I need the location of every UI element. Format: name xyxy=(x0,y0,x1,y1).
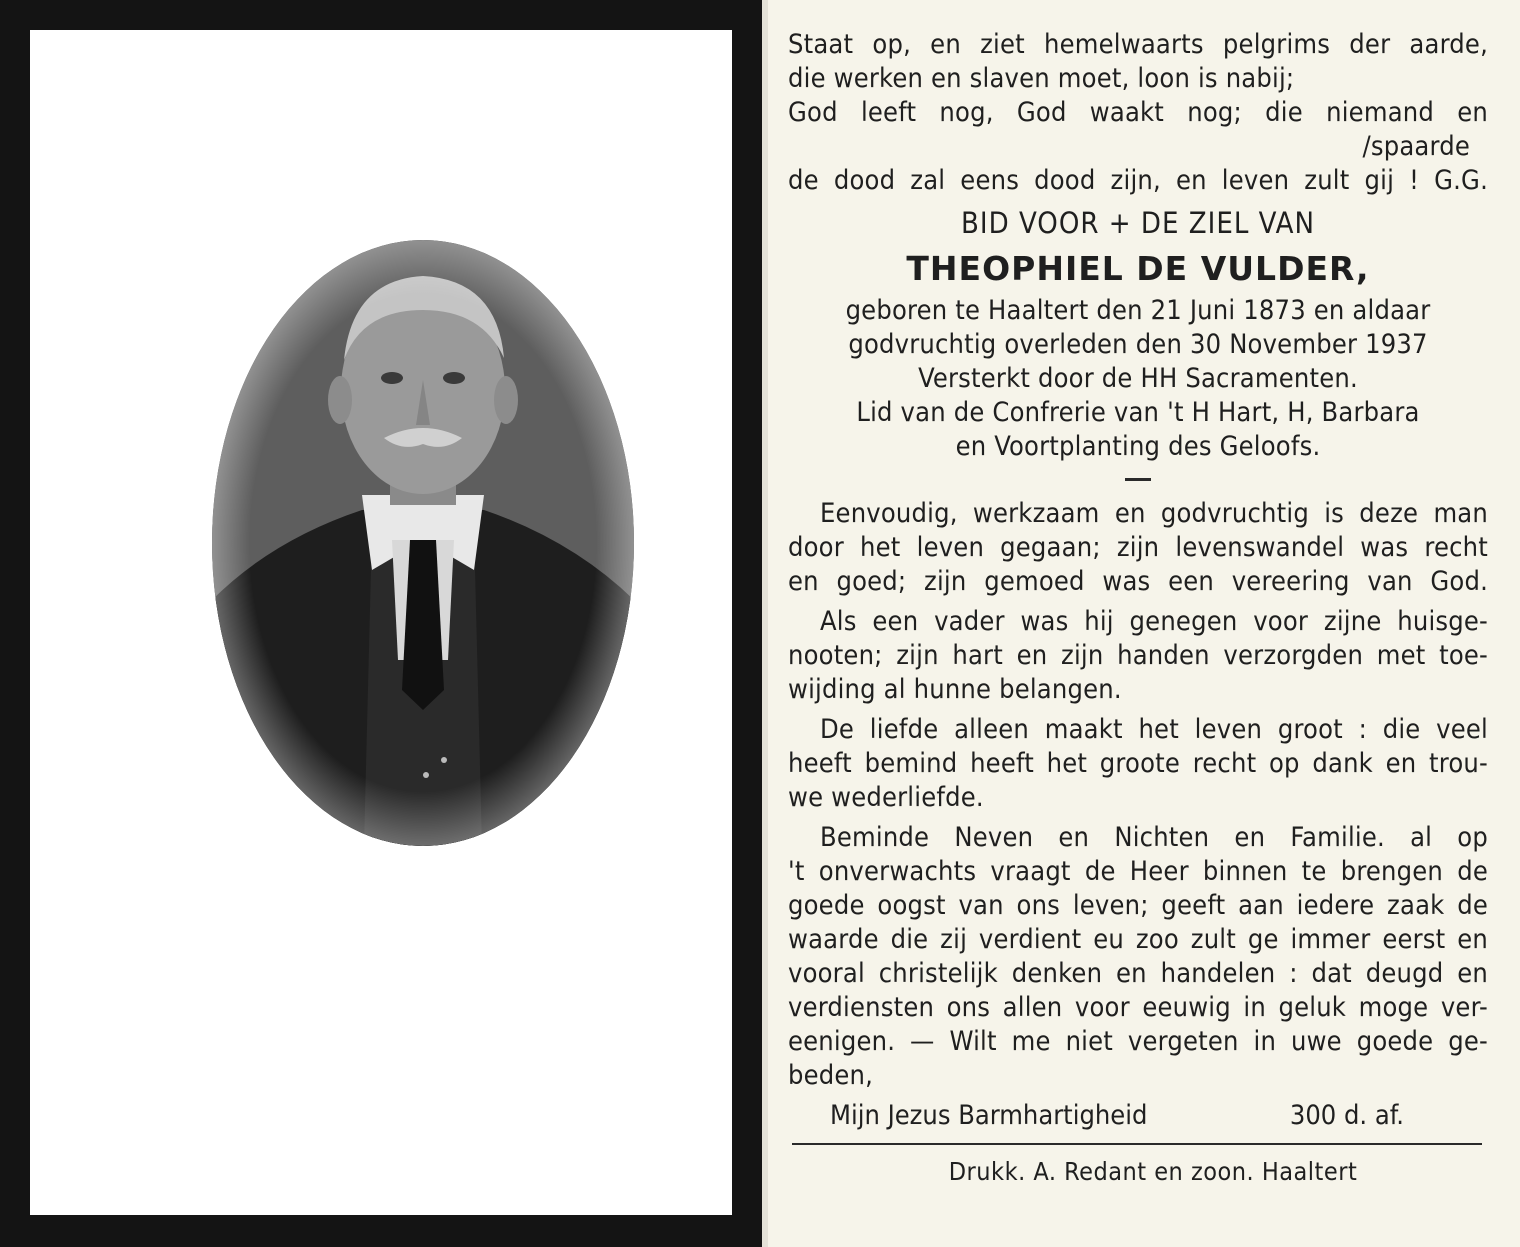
paragraph xyxy=(788,821,1488,1093)
footer-rule xyxy=(792,1143,1482,1145)
portrait-photo xyxy=(212,240,634,846)
deceased-name: THEOPHIEL DE VULDER, xyxy=(906,249,1370,288)
tribute-paragraphs xyxy=(788,497,1488,1093)
membership-line-2: en Voortplanting des Geloofs. xyxy=(955,431,1321,462)
paragraph-line: waarde die zij verdient eu zoo zult ge immer eerst en xyxy=(788,924,1488,955)
paragraph xyxy=(788,713,1488,815)
paragraph-line: en goed; zijn gemoed was een vereering van God. xyxy=(788,566,1488,597)
paragraph-line: wijding al hunne belangen. xyxy=(788,674,1122,705)
membership-line-1: Lid van de Confrerie van 't H Hart, H, Barbara xyxy=(856,397,1420,428)
paragraph-line: De liefde alleen maakt het leven groot : die veel xyxy=(820,714,1488,745)
printer-imprint: Drukk. A. Redant en zoon. Haaltert xyxy=(948,1157,1358,1186)
paragraph-line: door het leven gegaan; zijn levenswandel was recht xyxy=(788,532,1488,563)
birth-line: geboren te Haaltert den 21 Juni 1873 en aldaar xyxy=(845,295,1431,326)
death-line: godvruchtig overleden den 30 November 1937 xyxy=(848,329,1428,360)
text-block xyxy=(788,28,1488,1189)
paragraph-line: Beminde Neven en Nichten en Familie. al op xyxy=(820,822,1488,853)
paragraph-line: vooral christelijk denken en handelen : dat deugd en xyxy=(788,958,1488,989)
paragraph xyxy=(788,497,1488,599)
prayer-heading: BID VOOR + DE ZIEL VAN xyxy=(961,206,1315,240)
poem-line-4: /spaarde xyxy=(1362,131,1470,162)
poem-line-3: God leeft nog, God waakt nog; die niemand en xyxy=(788,97,1488,128)
paragraph-line: verdiensten ons allen voor eeuwig in geluk moge ver- xyxy=(788,992,1488,1023)
paragraph-line: Als een vader was hij genegen voor zijne huisge- xyxy=(820,606,1488,637)
indulgence-prayer: Mijn Jezus Barmhartigheid xyxy=(830,1100,1148,1131)
paragraph-line: 't onverwachts vraagt de Heer binnen te brengen de xyxy=(788,856,1488,887)
text-card xyxy=(762,0,1520,1247)
portrait-vignette xyxy=(212,240,634,846)
indulgence-days: 300 d. af. xyxy=(1289,1100,1404,1131)
paragraph-line: Eenvoudig, werkzaam en godvruchtig is deze man xyxy=(820,498,1488,529)
poem-line-5: de dood zal eens dood zijn, en leven zult gij ! G.G. xyxy=(788,165,1488,196)
biography-details xyxy=(788,294,1488,464)
paragraph-line: nooten; zijn hart en zijn handen verzorgden met toe- xyxy=(788,640,1488,671)
poem-line-2: die werken en slaven moet, loon is nabij; xyxy=(788,63,1295,94)
photo-mat xyxy=(30,30,732,1215)
paragraph-line: beden, xyxy=(788,1060,874,1091)
poem-line-1: Staat op, en ziet hemelwaarts pelgrims der aarde, xyxy=(788,29,1488,60)
sacraments-line: Versterkt door de HH Sacramenten. xyxy=(918,363,1358,394)
indulgence-line xyxy=(788,1099,1488,1133)
paragraph-line: goede oogst van ons leven; geeft aan iedere zaak de xyxy=(788,890,1488,921)
paragraph-line: heeft bemind heeft het groote recht op dank en trou- xyxy=(788,748,1488,779)
section-divider xyxy=(1125,478,1151,481)
poem xyxy=(788,28,1488,198)
paragraph-line: eenigen. — Wilt me niet vergeten in uwe goede ge- xyxy=(788,1026,1488,1057)
paragraph-line: we wederliefde. xyxy=(788,782,984,813)
paragraph xyxy=(788,605,1488,707)
